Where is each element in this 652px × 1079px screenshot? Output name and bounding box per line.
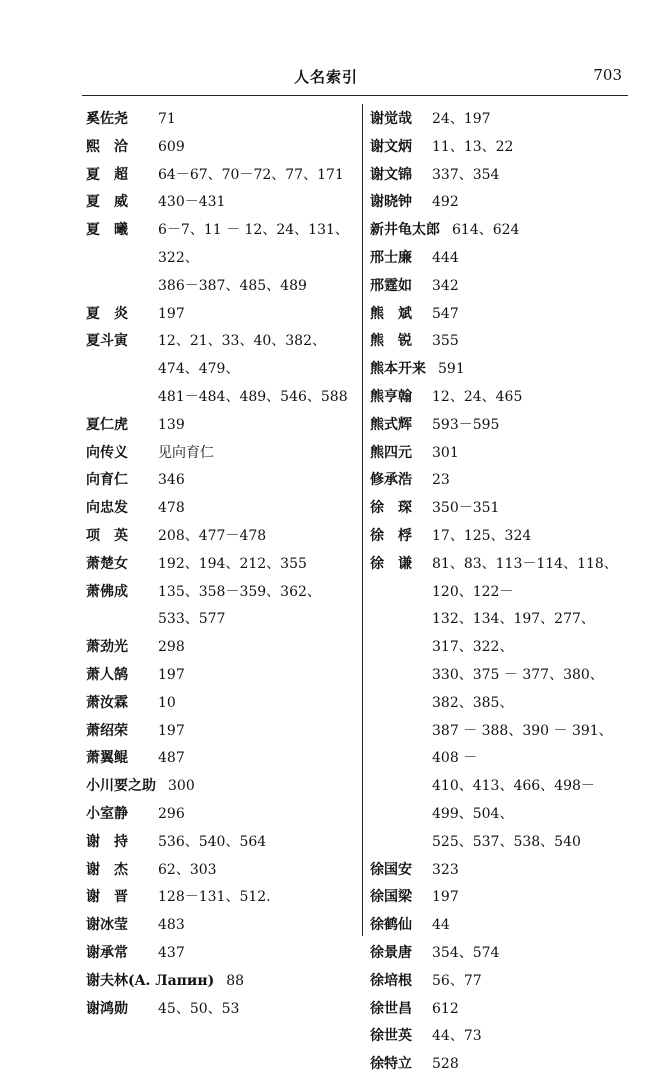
entry-name: 谢 持: [86, 833, 128, 850]
index-left-column: [86, 106, 358, 1023]
entry-pages: 337、354: [432, 166, 500, 183]
entry-name: 谢文锦: [370, 166, 412, 183]
entry-pages: 135、358－359、362、533、577: [158, 583, 321, 628]
entry-name: 徐世昌: [370, 1000, 412, 1017]
entry-name: 夏 威: [86, 194, 128, 211]
index-entry: [86, 940, 358, 968]
entry-name: 萧佛成: [86, 583, 128, 600]
index-entry: [370, 189, 632, 217]
entry-pages: 609: [158, 138, 185, 155]
page-title: 人名索引: [293, 68, 358, 86]
column-divider: [362, 104, 363, 936]
entry-pages: 487: [158, 750, 185, 767]
entry-pages: 197: [158, 666, 185, 683]
index-entry: [86, 106, 358, 134]
index-entry: [370, 523, 632, 551]
entry-name: 熊式辉: [370, 416, 412, 433]
entry-pages: 528: [432, 1056, 459, 1073]
entry-name: 徐国安: [370, 861, 412, 878]
entry-pages: 12、24、465: [432, 388, 523, 405]
entry-name: 熊 锐: [370, 333, 412, 350]
index-entry: [370, 440, 632, 468]
entry-pages: 350－351: [432, 500, 500, 517]
entry-pages: 492: [432, 194, 459, 211]
entry-pages: 24、197: [432, 111, 491, 127]
entry-pages: 301: [432, 444, 459, 461]
entry-pages: 300: [168, 778, 195, 795]
index-entry: [370, 857, 632, 885]
entry-name: 向育仁: [86, 472, 128, 489]
index-entry: [86, 884, 358, 912]
entry-name: 徐培根: [370, 972, 412, 989]
entry-pages: 56、77: [432, 972, 482, 989]
index-entry: [86, 857, 358, 885]
entry-name: 谢承常: [86, 944, 128, 961]
entry-pages: 547: [432, 305, 459, 322]
entry-name: 谢 杰: [86, 861, 128, 878]
index-entry: [370, 467, 632, 495]
entry-name: 萧汝霖: [86, 694, 128, 711]
entry-pages: 298: [158, 639, 185, 656]
entry-name: 熊 斌: [370, 305, 412, 322]
index-entry: [370, 106, 632, 134]
entry-pages: 208、477－478: [158, 527, 267, 544]
entry-pages: 612: [432, 1000, 459, 1017]
index-entry: [86, 634, 358, 662]
entry-name: 邢士廉: [370, 249, 412, 266]
entry-pages: 197: [158, 305, 185, 322]
index-entry: [86, 467, 358, 495]
entry-name: 徐世英: [370, 1028, 412, 1045]
index-entry: [370, 495, 632, 523]
index-entry: [86, 551, 358, 579]
index-entry: [370, 301, 632, 329]
header-rule: [82, 95, 628, 96]
entry-pages: 44: [432, 917, 450, 934]
index-entry: [86, 301, 358, 329]
index-entry: [370, 134, 632, 162]
entry-name: 奚佐尧: [86, 111, 128, 127]
index-entry: [370, 356, 632, 384]
index-entry: [370, 412, 632, 440]
entry-name: 小川要之助: [86, 778, 156, 795]
index-entry: [86, 662, 358, 690]
entry-pages: 71: [158, 111, 176, 127]
entry-name: 徐国梁: [370, 889, 412, 906]
entry-pages: 197: [158, 722, 185, 739]
entry-name: 徐 琛: [370, 500, 412, 517]
entry-name: 熙 洽: [86, 138, 128, 155]
entry-pages: 45、50、53: [158, 1000, 240, 1017]
index-entry: [370, 162, 632, 190]
entry-name: 谢晓钟: [370, 194, 412, 211]
entry-pages: 430－431: [158, 194, 226, 211]
entry-name: 徐景唐: [370, 944, 412, 961]
entry-pages: 81、83、113－114、118、120、122－ 132、134、197、277、317、322、 330、375 － 377、380、382、385、 387 － 388、390 － 391、408 － 410、413、466、498－499、504、 525、537、538、540: [432, 555, 618, 850]
index-entry: [86, 217, 358, 300]
entry-pages: 342: [432, 277, 459, 294]
entry-name: 谢夫林(A. Лапин): [86, 972, 215, 989]
entry-pages: 614、624: [452, 222, 520, 239]
index-entry: [86, 162, 358, 190]
entry-name: 萧翼鲲: [86, 750, 128, 767]
entry-pages: 128－131、512.: [158, 889, 271, 906]
entry-name: 谢冰莹: [86, 917, 128, 934]
entry-name: 谢文炳: [370, 138, 412, 155]
entry-pages: 197: [432, 889, 459, 906]
index-entry: [370, 884, 632, 912]
index-entry: [370, 328, 632, 356]
entry-name: 向传义: [86, 444, 128, 461]
entry-pages: 536、540、564: [158, 833, 267, 850]
entry-pages: 296: [158, 805, 185, 822]
index-entry: [86, 579, 358, 635]
entry-name: 徐特立: [370, 1056, 412, 1073]
index-entry: [370, 912, 632, 940]
entry-pages: 64－67、70－72、77、171: [158, 166, 344, 183]
entry-name: 小室静: [86, 805, 128, 822]
entry-pages: 354、574: [432, 944, 500, 961]
index-entry: [370, 968, 632, 996]
index-entry: [86, 690, 358, 718]
entry-name: 夏斗寅: [86, 333, 128, 350]
entry-pages: 23: [432, 472, 450, 489]
index-entry: [86, 745, 358, 773]
entry-pages: 12、21、33、40、382、474、479、 481－484、489、546、588: [158, 333, 348, 405]
index-entry: [370, 273, 632, 301]
page-number: 703: [593, 66, 622, 84]
entry-pages: 346: [158, 472, 185, 489]
entry-name: 向忠发: [86, 500, 128, 517]
index-entry: [370, 384, 632, 412]
index-entry: [86, 412, 358, 440]
entry-pages: 591: [438, 361, 465, 378]
entry-pages: 17、125、324: [432, 527, 532, 544]
entry-name: 萧楚女: [86, 555, 128, 572]
entry-pages: 355: [432, 333, 459, 350]
index-entry: [86, 968, 358, 996]
index-entry: [86, 134, 358, 162]
entry-name: 熊亨翰: [370, 388, 412, 405]
index-entry: [86, 440, 358, 468]
entry-name: 熊四元: [370, 444, 412, 461]
entry-pages: 483: [158, 917, 185, 934]
entry-name: 萧绍荣: [86, 722, 128, 739]
index-entry: [370, 217, 632, 245]
entry-name: 项 英: [86, 527, 128, 544]
entry-pages: 478: [158, 500, 185, 517]
entry-pages: 444: [432, 249, 459, 266]
index-entry: [86, 801, 358, 829]
index-right-column: [370, 106, 632, 1079]
entry-name: 徐鹤仙: [370, 917, 412, 934]
entry-pages: 437: [158, 944, 185, 961]
index-entry: [370, 245, 632, 273]
index-entry: [86, 328, 358, 411]
entry-name: 夏 超: [86, 166, 128, 183]
index-entry: [370, 1023, 632, 1051]
entry-name: 熊本开来: [370, 361, 426, 378]
entry-name: 萧劲光: [86, 639, 128, 656]
index-entry: [86, 189, 358, 217]
entry-pages: 44、73: [432, 1028, 482, 1045]
index-entry: [86, 912, 358, 940]
entry-pages: 62、303: [158, 861, 217, 878]
entry-pages: 88: [226, 972, 245, 989]
entry-name: 谢鸿勋: [86, 1000, 128, 1017]
entry-name: 夏仁虎: [86, 416, 128, 433]
entry-pages: 323: [432, 861, 459, 878]
index-entry: [86, 718, 358, 746]
entry-name: 徐 谦: [370, 555, 412, 572]
entry-pages: 139: [158, 416, 185, 433]
entry-name: 谢觉哉: [370, 111, 412, 127]
entry-pages: 11、13、22: [432, 138, 514, 155]
index-entry: [370, 940, 632, 968]
entry-name: 谢 晋: [86, 889, 128, 906]
entry-name: 夏 炎: [86, 305, 128, 322]
entry-name: 修承浩: [370, 472, 412, 489]
index-entry: [86, 495, 358, 523]
index-entry: [370, 551, 632, 857]
entry-name: 萧人鹄: [86, 666, 128, 683]
entry-pages: 192、194、212、355: [158, 555, 307, 572]
entry-pages: 593－595: [432, 416, 500, 433]
entry-pages: 10: [158, 694, 176, 711]
entry-pages: 见向育仁: [158, 444, 214, 461]
entry-name: 徐 桴: [370, 527, 412, 544]
entry-name: 夏 曦: [86, 222, 128, 239]
entry-pages: 6－7、11 － 12、24、131、322、 386－387、485、489: [158, 222, 349, 294]
entry-name: 新井龟太郎: [370, 222, 440, 239]
index-entry: [86, 523, 358, 551]
entry-name: 邢霆如: [370, 277, 412, 294]
index-entry: [86, 773, 358, 801]
index-entry: [86, 829, 358, 857]
index-entry: [370, 1051, 632, 1079]
